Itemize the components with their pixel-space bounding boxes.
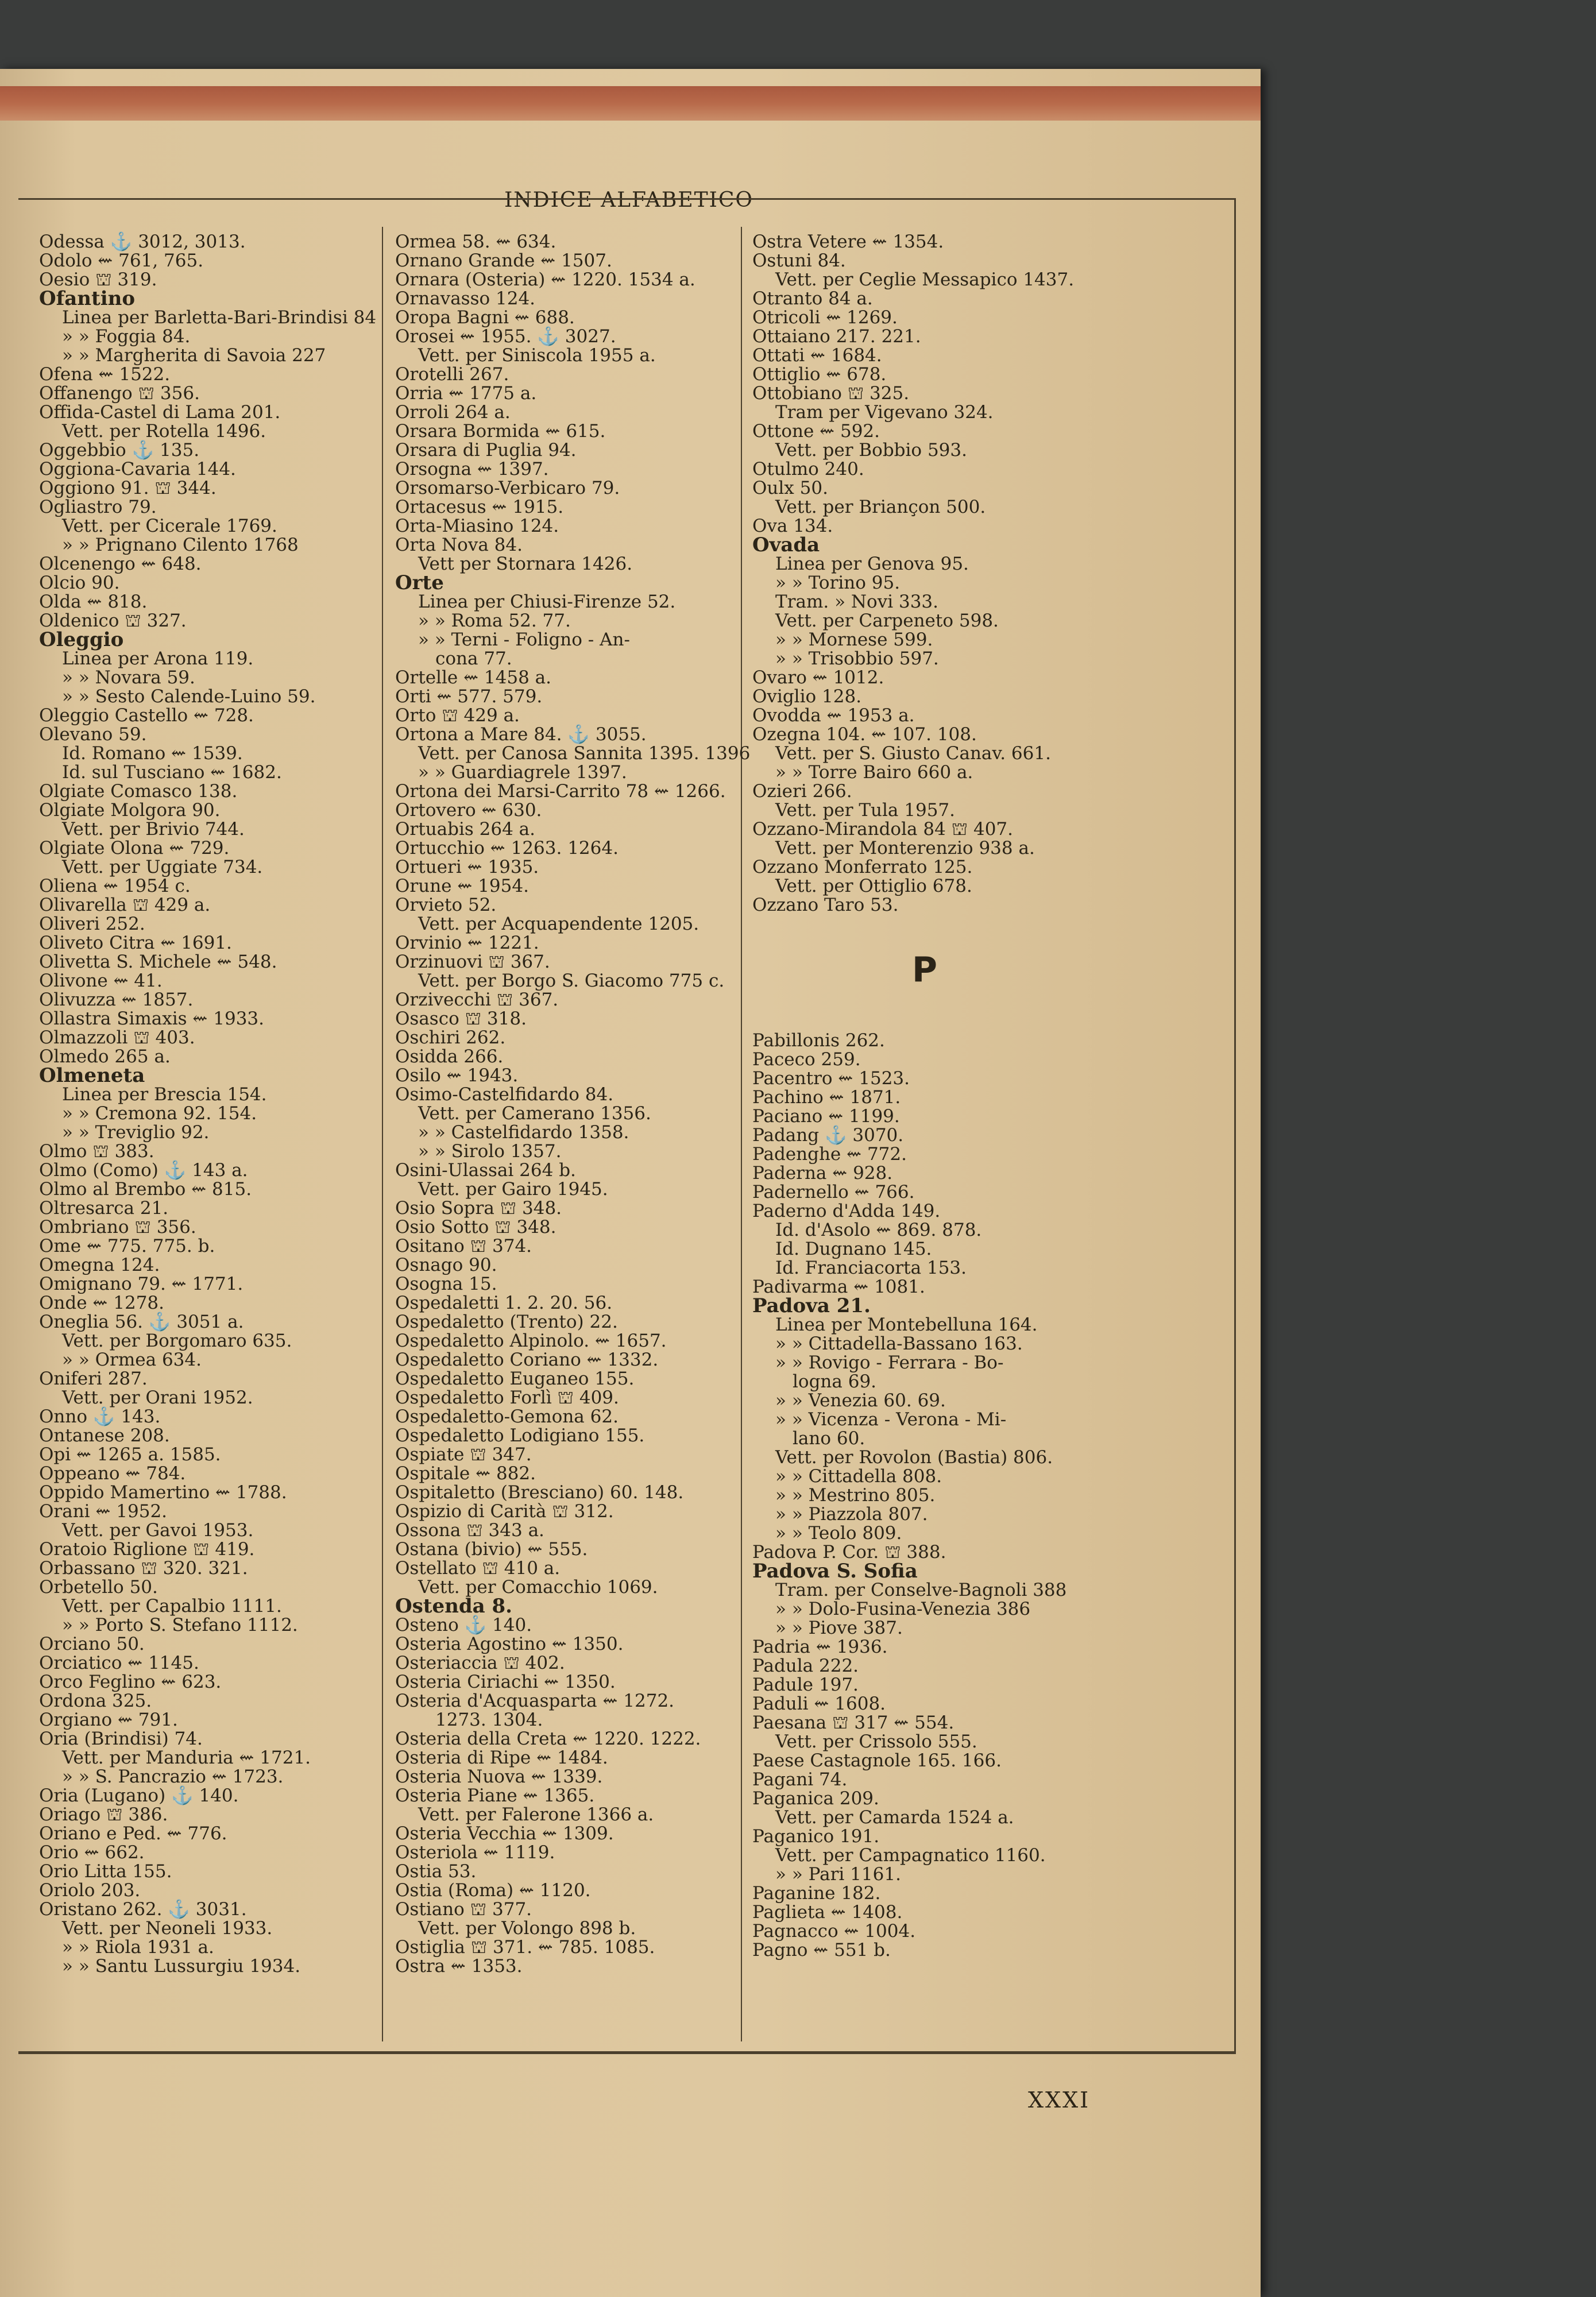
index-entry: Ozieri 266. [752, 781, 852, 802]
index-entry: » » Pari 1161. [775, 1864, 901, 1885]
index-entry: Olmo (Como) ⚓ 143 a. [39, 1160, 248, 1181]
index-entry: » » S. Pancrazio ⇜ 1723. [62, 1766, 284, 1787]
index-entry: Padivarma ⇜ 1081. [752, 1277, 925, 1297]
index-entry: Ovada [752, 533, 820, 556]
index-entry: Linea per Barletta-Bari-Brindisi 84 [62, 307, 377, 328]
index-entry: Id. Romano ⇜ 1539. [62, 743, 243, 764]
index-entry: Onde ⇜ 1278. [39, 1293, 164, 1313]
index-entry: Osio Sotto ⛫ 348. [395, 1217, 557, 1238]
index-entry: Pabillonis 262. [752, 1030, 885, 1051]
index-entry: Padova S. Sofia [752, 1560, 918, 1583]
index-entry: » » Vicenza - Verona - Mi- [775, 1409, 1007, 1430]
index-entry: Ostana (bivio) ⇜ 555. [395, 1539, 588, 1560]
index-entry: » » Cittadella-Bassano 163. [775, 1333, 1023, 1354]
index-entry: Id. sul Tusciano ⇜ 1682. [62, 762, 282, 783]
index-entry: Otranto 84 a. [752, 288, 873, 309]
index-entry: » » Riola 1931 a. [62, 1937, 214, 1958]
index-entry: Osteno ⚓ 140. [395, 1615, 532, 1635]
index-entry: Oleggio Castello ⇜ 728. [39, 705, 254, 726]
index-column-2 [395, 231, 751, 1977]
index-entry: Vett. per Capalbio 1111. [62, 1596, 282, 1617]
index-entry: Ofena ⇜ 1522. [39, 364, 171, 385]
index-entry: » » Torre Bairo 660 a. [775, 762, 973, 783]
index-entry: Ome ⇜ 775. 775. b. [39, 1236, 215, 1256]
index-entry: Oliveto Citra ⇜ 1691. [39, 933, 232, 953]
index-entry: Ozegna 104. ⇜ 107. 108. [752, 724, 977, 745]
index-entry: Vett. per Orani 1952. [62, 1387, 253, 1408]
index-entry: Vett. per Canosa Sannita 1395. 1396 [418, 743, 751, 764]
index-entry: Orosei ⇜ 1955. ⚓ 3027. [395, 326, 616, 347]
index-entry: » » Mestrino 805. [775, 1485, 936, 1506]
index-entry: » » Treviglio 92. [62, 1122, 210, 1143]
index-entry: Ormea 58. ⇜ 634. [395, 231, 557, 252]
index-entry: Ostellato ⛫ 410 a. [395, 1558, 561, 1579]
index-entry: Oschiri 262. [395, 1027, 506, 1048]
index-entry: Osilo ⇜ 1943. [395, 1065, 519, 1086]
index-entry: Ostra Vetere ⇜ 1354. [752, 231, 944, 252]
index-entry: Paesana ⛫ 317 ⇜ 554. [752, 1712, 954, 1733]
index-entry: Vett. per Acquapendente 1205. [418, 914, 700, 934]
index-entry: Oliena ⇜ 1954 c. [39, 876, 191, 896]
index-entry: Ollastra Simaxis ⇜ 1933. [39, 1008, 265, 1029]
index-entry: » » Rovigo - Ferrara - Bo- [775, 1352, 1004, 1373]
index-entry: Vett. per Crissolo 555. [775, 1731, 977, 1752]
section-letter: P [912, 950, 937, 990]
index-entry: Olda ⇜ 818. [39, 591, 148, 612]
index-entry: Vett. per Borgo S. Giacomo 775 c. [418, 970, 725, 991]
index-entry: Paganine 182. [752, 1883, 881, 1904]
index-entry: » » Piazzola 807. [775, 1504, 928, 1525]
index-entry: Pagno ⇜ 551 b. [752, 1940, 891, 1960]
index-entry: Ortovero ⇜ 630. [395, 800, 542, 821]
index-entry: Oriago ⛫ 386. [39, 1804, 168, 1825]
index-entry: Orroli 264 a. [395, 402, 511, 423]
index-entry: Osteria Piane ⇜ 1365. [395, 1785, 595, 1806]
index-entry: Paderno d'Adda 149. [752, 1201, 941, 1221]
index-entry: Vett. per Gavoi 1953. [62, 1520, 254, 1541]
index-entry: Paganico 191. [752, 1826, 880, 1847]
index-entry: Padernello ⇜ 766. [752, 1182, 915, 1202]
index-entry: Oratoio Riglione ⛫ 419. [39, 1539, 255, 1560]
index-entry: » » Venezia 60. 69. [775, 1390, 946, 1411]
index-entry: Orsara di Puglia 94. [395, 440, 577, 461]
index-entry: Orco Feglino ⇜ 623. [39, 1672, 222, 1692]
index-entry: » » Margherita di Savoia 227 [62, 345, 326, 366]
index-entry: Offida-Castel di Lama 201. [39, 402, 281, 423]
index-entry: Tram. » Novi 333. [775, 591, 938, 612]
index-entry: Paese Castagnole 165. 166. [752, 1750, 1002, 1771]
index-entry: Vett. per Manduria ⇜ 1721. [62, 1747, 311, 1768]
index-entry: Vett. per Neoneli 1933. [62, 1918, 273, 1939]
index-entry: Vett. per Monterenzio 938 a. [775, 838, 1035, 859]
index-entry: » » Sirolo 1357. [418, 1141, 562, 1162]
index-entry: Ortona a Mare 84. ⚓ 3055. [395, 724, 647, 745]
index-entry: Oulx 50. [752, 478, 828, 498]
index-entry: Olmeneta [39, 1064, 145, 1087]
index-entry: Ospedaletto Lodigiano 155. [395, 1425, 645, 1446]
index-entry: Oggebbio ⚓ 135. [39, 440, 200, 461]
index-entry: » » Ormea 634. [62, 1349, 202, 1370]
index-entry: Ortuabis 264 a. [395, 819, 536, 840]
index-entry: Orsomarso-Verbicaro 79. [395, 478, 620, 498]
index-column-3-p-entries [752, 1031, 1097, 1960]
index-entry: » » Dolo-Fusina-Venezia 386 [775, 1599, 1031, 1619]
index-entry: Vett. per Uggiate 734. [62, 857, 263, 877]
index-entry: Oggiono 91. ⛫ 344. [39, 478, 217, 498]
index-entry: » » Mornese 599. [775, 629, 933, 650]
index-entry: Ospitaletto (Bresciano) 60. 148. [395, 1482, 684, 1503]
index-entry: Odolo ⇜ 761, 765. [39, 250, 204, 271]
index-entry: Orio Litta 155. [39, 1861, 172, 1882]
index-entry: Pagani 74. [752, 1769, 848, 1790]
index-entry: Ospedaletto-Gemona 62. [395, 1406, 619, 1427]
index-entry: Orciano 50. [39, 1634, 145, 1654]
index-entry: Ospedaletto Euganeo 155. [395, 1368, 635, 1389]
index-entry: Orio ⇜ 662. [39, 1842, 145, 1863]
index-entry: Osini-Ulassai 264 b. [395, 1160, 576, 1181]
index-entry: Ospedaletto (Trento) 22. [395, 1312, 618, 1332]
index-entry: Olcio 90. [39, 573, 120, 593]
index-entry: Osteria d'Acquasparta ⇜ 1272. [395, 1691, 675, 1711]
index-entry: Osteria di Ripe ⇜ 1484. [395, 1747, 608, 1768]
index-entry: Vett. per Cicerale 1769. [62, 516, 277, 536]
index-entry: Vett. per Gairo 1945. [418, 1179, 608, 1200]
index-entry: Padule 197. [752, 1675, 859, 1695]
index-column-1 [39, 233, 384, 1976]
index-entry: Vett. per Briançon 500. [775, 497, 986, 517]
index-entry: Ostia 53. [395, 1861, 477, 1882]
index-entry: Orria ⇜ 1775 a. [395, 383, 537, 404]
index-entry: Ordona 325. [39, 1691, 152, 1711]
index-entry: Osteriola ⇜ 1119. [395, 1842, 555, 1863]
index-entry: Vett. per Rovolon (Bastia) 806. [775, 1447, 1053, 1468]
index-entry: Ovaro ⇜ 1012. [752, 667, 884, 688]
index-entry: Oviglio 128. [752, 686, 862, 707]
index-entry: Oppido Mamertino ⇜ 1788. [39, 1482, 287, 1503]
index-entry: Padang ⚓ 3070. [752, 1125, 904, 1146]
index-entry: Orsara Bormida ⇜ 615. [395, 421, 606, 442]
index-entry: » » Foggia 84. [62, 326, 191, 347]
index-entry: » » Cremona 92. 154. [62, 1103, 257, 1124]
index-entry: Ortelle ⇜ 1458 a. [395, 667, 551, 688]
index-entry: Linea per Genova 95. [775, 554, 969, 574]
index-entry: Vett per Stornara 1426. [418, 554, 633, 574]
index-entry: Osteria della Creta ⇜ 1220. 1222. [395, 1728, 701, 1749]
index-entry: » » Cittadella 808. [775, 1466, 942, 1487]
index-entry: » » Guardiagrele 1397. [418, 762, 627, 783]
index-entry: Olevano 59. [39, 724, 147, 745]
page-top-edge [0, 86, 1261, 121]
index-entry: Olmedo 265 a. [39, 1046, 171, 1067]
index-entry: Ortona dei Marsi-Carrito 78 ⇜ 1266. [395, 781, 726, 802]
index-entry: Ova 134. [752, 516, 833, 536]
index-entry: Linea per Chiusi-Firenze 52. [418, 591, 676, 612]
index-entry: Padula 222. [752, 1656, 859, 1676]
index-entry: Ortacesus ⇜ 1915. [395, 497, 564, 517]
page-number: XXXI [1028, 2087, 1091, 2113]
index-entry: Olgiate Olona ⇜ 729. [39, 838, 230, 859]
index-entry: » » Santu Lussurgiu 1934. [62, 1956, 301, 1977]
index-column-3-o-entries [752, 233, 1097, 915]
index-entry: Tram per Vigevano 324. [775, 402, 994, 423]
index-entry: » » Torino 95. [775, 573, 901, 593]
index-entry: Orta Nova 84. [395, 535, 523, 555]
index-entry: Vett. per Brivio 744. [62, 819, 245, 840]
index-entry: Oropa Bagni ⇜ 688. [395, 307, 575, 328]
index-entry: Vett. per Carpeneto 598. [775, 610, 999, 631]
index-entry: Olivuzza ⇜ 1857. [39, 989, 194, 1010]
index-entry: Paduli ⇜ 1608. [752, 1693, 886, 1714]
index-entry: Orzinuovi ⛫ 367. [395, 952, 550, 972]
index-entry: » » Sesto Calende-Luino 59. [62, 686, 316, 707]
index-entry: Osteriaccia ⛫ 402. [395, 1653, 565, 1673]
index-entry: Vett. per Comacchio 1069. [418, 1577, 658, 1598]
column-divider-2 [741, 227, 742, 2041]
index-entry: Ospedaletto Alpinolo. ⇜ 1657. [395, 1331, 667, 1351]
index-entry: Opi ⇜ 1265 a. 1585. [39, 1444, 221, 1465]
index-entry: » » Roma 52. 77. [418, 610, 571, 631]
index-entry: Ospedaletto Forlì ⛫ 409. [395, 1387, 619, 1408]
frame-bottom-rule [18, 2053, 1236, 2054]
index-entry: Osnago 90. [395, 1255, 497, 1275]
index-entry: Olivone ⇜ 41. [39, 970, 163, 991]
index-entry: Osteria Ciriachi ⇜ 1350. [395, 1672, 616, 1692]
index-entry: Ornano Grande ⇜ 1507. [395, 250, 612, 271]
index-column-3 [752, 233, 1097, 1960]
index-entry: Orbassano ⛫ 320. 321. [39, 1558, 248, 1579]
index-entry: Vett. per Volongo 898 b. [418, 1918, 636, 1939]
index-entry: Padova 21. [752, 1294, 871, 1317]
index-entry: Olcenengo ⇜ 648. [39, 554, 202, 574]
index-entry: Padova P. Cor. ⛫ 388. [752, 1542, 946, 1563]
index-entry: Oesio ⛫ 319. [39, 269, 157, 290]
index-entry: Ospiate ⛫ 347. [395, 1444, 532, 1465]
index-entry: lano 60. [793, 1428, 865, 1449]
index-entry: Ottobiano ⛫ 325. [752, 383, 910, 404]
index-entry: » » Piove 387. [775, 1618, 903, 1638]
index-entry: Oggiona-Cavaria 144. [39, 459, 236, 479]
index-entry: » » Trisobbio 597. [775, 648, 939, 669]
index-entry: Orsogna ⇜ 1397. [395, 459, 549, 479]
index-entry: Orto ⛫ 429 a. [395, 705, 520, 726]
index-entry: Paciano ⇜ 1199. [752, 1106, 900, 1127]
index-entry: Ospizio di Carità ⛫ 312. [395, 1501, 614, 1522]
index-entry: Ospitale ⇜ 882. [395, 1463, 536, 1484]
index-entry: Osidda 266. [395, 1046, 504, 1067]
index-entry: Id. Dugnano 145. [775, 1239, 932, 1259]
index-entry: Ozzano-Mirandola 84 ⛫ 407. [752, 819, 1014, 840]
index-entry: Linea per Brescia 154. [62, 1084, 267, 1105]
index-entry: Id. d'Asolo ⇜ 869. 878. [775, 1220, 982, 1240]
index-entry: Paganica 209. [752, 1788, 879, 1809]
index-entry: Oleggio [39, 628, 124, 651]
index-entry: Vett. per Ceglie Messapico 1437. [775, 269, 1075, 290]
index-entry: Offanengo ⛫ 356. [39, 383, 200, 404]
index-entry: Osteria Nuova ⇜ 1339. [395, 1766, 603, 1787]
index-entry: Olmo ⛫ 383. [39, 1141, 154, 1162]
index-entry: » » Prignano Cilento 1768 [62, 535, 299, 555]
index-entry: » » Porto S. Stefano 1112. [62, 1615, 298, 1635]
index-entry: Ostra ⇜ 1353. [395, 1956, 523, 1977]
index-entry: Ottiglio ⇜ 678. [752, 364, 887, 385]
index-entry: Orani ⇜ 1952. [39, 1501, 168, 1522]
index-entry: Oria (Lugano) ⚓ 140. [39, 1785, 239, 1806]
index-entry: Oriolo 203. [39, 1880, 141, 1901]
index-entry: Ospedaletti 1. 2. 20. 56. [395, 1293, 613, 1313]
index-entry: Oldenico ⛫ 327. [39, 610, 187, 631]
index-entry: Vett. per S. Giusto Canav. 661. [775, 743, 1051, 764]
index-entry: logna 69. [793, 1371, 877, 1392]
index-entry: Vett. per Falerone 1366 a. [418, 1804, 654, 1825]
index-entry: » » Novara 59. [62, 667, 195, 688]
index-entry: Ontanese 208. [39, 1425, 170, 1446]
index-entry: Odessa ⚓ 3012, 3013. [39, 231, 246, 252]
index-entry: Padria ⇜ 1936. [752, 1637, 888, 1657]
index-entry: Vett. per Siniscola 1955 a. [418, 345, 656, 366]
index-entry: Orti ⇜ 577. 579. [395, 686, 543, 707]
index-entry: Linea per Arona 119. [62, 648, 254, 669]
index-entry: Ogliastro 79. [39, 497, 157, 517]
index-entry: Vett. per Bobbio 593. [775, 440, 967, 461]
index-entry: Ospedaletto Coriano ⇜ 1332. [395, 1349, 659, 1370]
index-entry: Ozzano Taro 53. [752, 895, 899, 915]
index-entry: Tram. per Conselve-Bagnoli 388 [775, 1580, 1067, 1600]
index-entry: Ostuni 84. [752, 250, 846, 271]
index-entry: Olivetta S. Michele ⇜ 548. [39, 952, 277, 972]
index-entry: » » Teolo 809. [775, 1523, 902, 1544]
index-entry: Pacentro ⇜ 1523. [752, 1068, 910, 1089]
index-entry: Orvieto 52. [395, 895, 497, 915]
index-entry: Oniferi 287. [39, 1368, 148, 1389]
index-entry: Vett. per Tula 1957. [775, 800, 956, 821]
index-entry: Otricoli ⇜ 1269. [752, 307, 898, 328]
index-entry: Otulmo 240. [752, 459, 864, 479]
index-entry: Id. Franciacorta 153. [775, 1258, 967, 1278]
index-entry: Ortueri ⇜ 1935. [395, 857, 539, 877]
index-entry: Padenghe ⇜ 772. [752, 1144, 907, 1165]
index-entry: Ornavasso 124. [395, 288, 536, 309]
index-entry: Ostiglia ⛫ 371. ⇜ 785. 1085. [395, 1937, 655, 1958]
index-entry: » » Terni - Foligno - An- [418, 629, 630, 650]
index-entry: Vett. per Campagnatico 1160. [775, 1845, 1046, 1866]
index-entry: Ofantino [39, 287, 136, 310]
index-entry: Ottone ⇜ 592. [752, 421, 880, 442]
index-entry: Vett. per Camerano 1356. [418, 1103, 651, 1124]
index-entry: Ottati ⇜ 1684. [752, 345, 882, 366]
index-entry: Onno ⚓ 143. [39, 1406, 161, 1427]
index-entry: Vett. per Rotella 1496. [62, 421, 266, 442]
index-entry: Oria (Brindisi) 74. [39, 1728, 203, 1749]
index-entry: Osteria Agostino ⇜ 1350. [395, 1634, 624, 1654]
index-entry: Orbetello 50. [39, 1577, 158, 1598]
index-entry: Pagnacco ⇜ 1004. [752, 1921, 916, 1942]
index-entry: Omignano 79. ⇜ 1771. [39, 1274, 244, 1294]
index-entry: Ozzano Monferrato 125. [752, 857, 973, 877]
index-entry: Vett. per Camarda 1524 a. [775, 1807, 1014, 1828]
index-entry: Linea per Montebelluna 164. [775, 1314, 1038, 1335]
index-entry: Orune ⇜ 1954. [395, 876, 529, 896]
index-entry: Ostiano ⛫ 377. [395, 1899, 532, 1920]
index-entry: Olgiate Comasco 138. [39, 781, 238, 802]
index-entry: Osteria Vecchia ⇜ 1309. [395, 1823, 614, 1844]
index-entry: cona 77. [435, 648, 512, 669]
index-entry: Ositano ⛫ 374. [395, 1236, 532, 1256]
index-entry: Olgiate Molgora 90. [39, 800, 221, 821]
index-entry: Orvinio ⇜ 1221. [395, 933, 539, 953]
index-entry: Paderna ⇜ 928. [752, 1163, 893, 1184]
index-entry: Oriano e Ped. ⇜ 776. [39, 1823, 227, 1844]
index-entry: Ossona ⛫ 343 a. [395, 1520, 544, 1541]
index-entry: Ortucchio ⇜ 1263. 1264. [395, 838, 619, 859]
index-entry: Orte [395, 571, 444, 594]
index-entry: Osimo-Castelfidardo 84. [395, 1084, 614, 1105]
index-entry: Olmo al Brembo ⇜ 815. [39, 1179, 252, 1200]
index-entry: Olmazzoli ⛫ 403. [39, 1027, 195, 1048]
index-entry: Oltresarca 21. [39, 1198, 169, 1219]
index-entry: Pachino ⇜ 1871. [752, 1087, 901, 1108]
index-entry: Ostenda 8. [395, 1595, 512, 1618]
index-entry: 1273. 1304. [435, 1710, 543, 1730]
index-entry: Oppeano ⇜ 784. [39, 1463, 186, 1484]
index-entry: Oliveri 252. [39, 914, 145, 934]
index-entry: Orta-Miasino 124. [395, 516, 559, 536]
index-entry: Oristano 262. ⚓ 3031. [39, 1899, 247, 1920]
index-entry: Osio Sopra ⛫ 348. [395, 1198, 562, 1219]
index-entry: Paceco 259. [752, 1049, 861, 1070]
index-entry: Ombriano ⛫ 356. [39, 1217, 196, 1238]
index-entry: Oneglia 56. ⚓ 3051 a. [39, 1312, 244, 1332]
index-entry: Vett. per Ottiglio 678. [775, 876, 972, 896]
index-entry: Paglieta ⇜ 1408. [752, 1902, 903, 1923]
index-entry: Orotelli 267. [395, 364, 509, 385]
index-entry: Orciatico ⇜ 1145. [39, 1653, 199, 1673]
index-entry: Ottaiano 217. 221. [752, 326, 921, 347]
index-entry: Osogna 15. [395, 1274, 497, 1294]
page-header: INDICE ALFABETICO [504, 188, 753, 212]
index-entry: » » Castelfidardo 1358. [418, 1122, 629, 1143]
index-entry: Ornara (Osteria) ⇜ 1220. 1534 a. [395, 269, 695, 290]
index-entry: Osasco ⛫ 318. [395, 1008, 527, 1029]
index-entry: Ostia (Roma) ⇜ 1120. [395, 1880, 591, 1901]
index-entry: Omegna 124. [39, 1255, 160, 1275]
index-entry: Orzivecchi ⛫ 367. [395, 989, 559, 1010]
index-entry: Ovodda ⇜ 1953 a. [752, 705, 915, 726]
index-entry: Vett. per Borgomaro 635. [62, 1331, 292, 1351]
index-entry: Orgiano ⇜ 791. [39, 1710, 178, 1730]
index-entry: Olivarella ⛫ 429 a. [39, 895, 211, 915]
